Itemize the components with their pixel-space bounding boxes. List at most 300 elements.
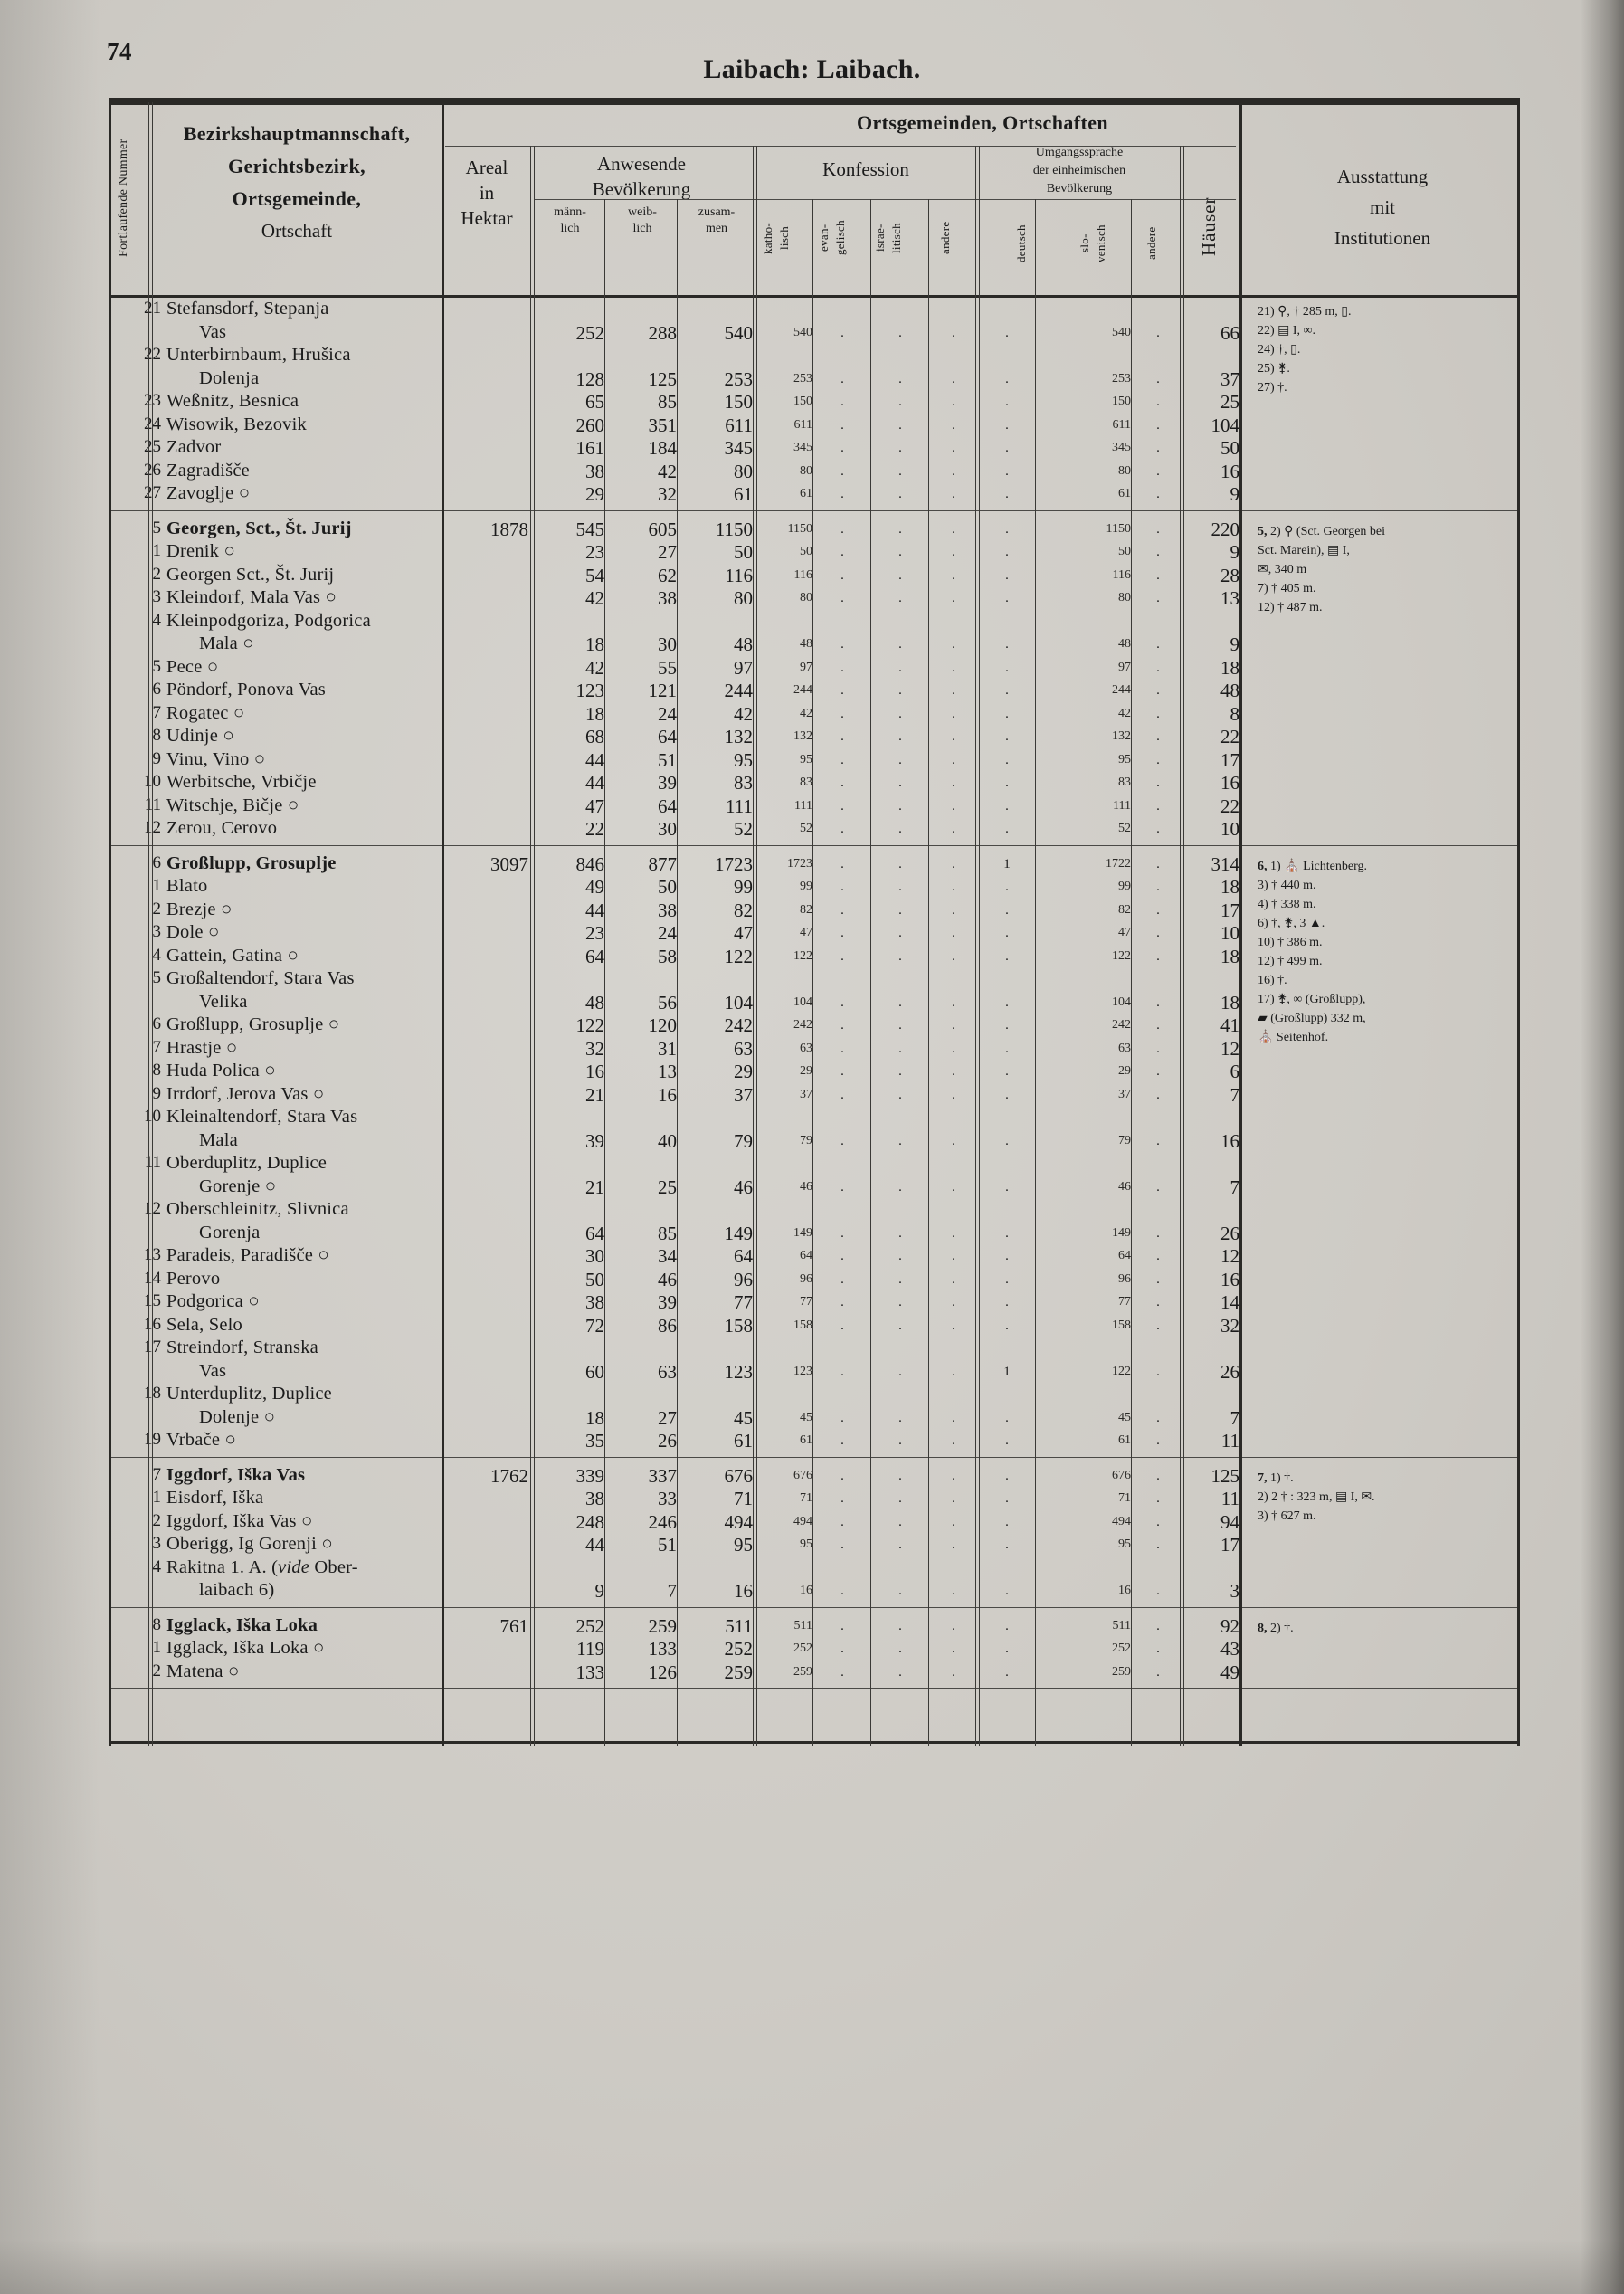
cell-and: . bbox=[952, 1087, 955, 1102]
cell-w: 40 bbox=[658, 1129, 677, 1152]
cell-slo: 122 bbox=[1112, 1364, 1131, 1378]
cell-haus: 50 bbox=[1220, 437, 1239, 459]
cell-kath: 676 bbox=[793, 1468, 812, 1482]
cell-sand: . bbox=[1156, 325, 1160, 340]
row-sequence-number: 1 bbox=[152, 1638, 161, 1657]
cell-deu: . bbox=[1005, 395, 1009, 409]
row-place-name: Rogatec ○ bbox=[166, 702, 245, 723]
cell-w: 24 bbox=[658, 702, 677, 725]
header-evangelisch-2: gelisch bbox=[833, 220, 847, 256]
cell-slo: 1150 bbox=[1106, 521, 1131, 536]
cell-kath: 253 bbox=[793, 371, 812, 386]
table-row bbox=[109, 1267, 1520, 1290]
row-place-name: Igglack, Iška Loka bbox=[166, 1614, 318, 1635]
cell-isr: . bbox=[898, 1087, 902, 1102]
row-place-name: Stefansdorf, Stepanja bbox=[166, 299, 329, 319]
cell-deu: . bbox=[1005, 776, 1009, 790]
cell-isr: . bbox=[898, 463, 902, 479]
row-sequence-number: 3 bbox=[152, 587, 161, 606]
table-row bbox=[109, 413, 1520, 436]
cell-slo: 149 bbox=[1112, 1225, 1131, 1240]
cell-z: 345 bbox=[724, 437, 753, 459]
cell-sand: . bbox=[1156, 902, 1160, 918]
cell-slo: 111 bbox=[1113, 798, 1131, 813]
cell-sand: . bbox=[1156, 1584, 1160, 1598]
cell-z: 611 bbox=[725, 414, 753, 436]
header-ortschaft: Ortschaft bbox=[261, 220, 333, 242]
cell-m: 42 bbox=[585, 587, 604, 609]
cell-kath: 122 bbox=[793, 948, 812, 963]
cell-haus: 18 bbox=[1220, 945, 1239, 967]
cell-kath: 116 bbox=[793, 567, 812, 582]
cell-w: 16 bbox=[658, 1083, 677, 1106]
cell-evan: . bbox=[840, 325, 844, 340]
cell-z: 47 bbox=[734, 922, 753, 944]
cell-and: . bbox=[952, 706, 955, 721]
cell-w: 877 bbox=[648, 852, 677, 875]
row-sequence-number: 3 bbox=[152, 922, 161, 941]
row-place-name: Werbitsche, Vrbičje bbox=[166, 772, 317, 792]
cell-deu: . bbox=[1005, 521, 1009, 537]
header-katholisch-1: katho- bbox=[761, 222, 774, 254]
cell-slo: 99 bbox=[1118, 880, 1131, 893]
cell-sand: . bbox=[1156, 1249, 1160, 1263]
header-maennlich-1: männ- bbox=[554, 205, 586, 219]
cell-z: 122 bbox=[724, 945, 753, 967]
cell-isr: . bbox=[898, 1410, 902, 1425]
block-separator-final bbox=[109, 1688, 1520, 1689]
header-slovenisch-2: venisch bbox=[1094, 224, 1107, 262]
row-sequence-number: 7 bbox=[152, 702, 161, 722]
cell-m: 72 bbox=[585, 1314, 604, 1337]
column-rule bbox=[812, 199, 813, 1746]
block-notes bbox=[1258, 1619, 1294, 1638]
cell-slo: 252 bbox=[1112, 1642, 1131, 1655]
cell-deu: . bbox=[1005, 487, 1009, 501]
column-rule bbox=[677, 199, 678, 1746]
cell-deu: 1 bbox=[1003, 1364, 1011, 1379]
cell-isr: . bbox=[898, 371, 902, 386]
cell-m: 22 bbox=[585, 818, 604, 840]
cell-z: 132 bbox=[724, 726, 753, 747]
cell-kath: 244 bbox=[793, 683, 812, 697]
cell-z: 52 bbox=[734, 818, 753, 840]
row-sequence-number: 5 bbox=[152, 968, 161, 987]
cell-m: 9 bbox=[594, 1580, 604, 1602]
cell-isr: . bbox=[898, 1642, 902, 1656]
cell-and: . bbox=[952, 1179, 955, 1195]
cell-haus: 43 bbox=[1220, 1638, 1239, 1660]
cell-kath: 47 bbox=[800, 926, 812, 939]
cell-evan: . bbox=[840, 1537, 844, 1552]
table-row bbox=[109, 1082, 1520, 1106]
cell-sand: . bbox=[1156, 706, 1160, 721]
cell-m: 32 bbox=[585, 1037, 604, 1060]
cell-haus: 16 bbox=[1220, 1268, 1239, 1290]
cell-haus: 17 bbox=[1220, 899, 1239, 921]
note-line: 5, 2) ⚲ (Sct. Georgen bei bbox=[1258, 524, 1386, 538]
cell-sand: . bbox=[1156, 1642, 1160, 1656]
cell-w: 51 bbox=[658, 748, 677, 771]
cell-sand: . bbox=[1156, 1295, 1160, 1309]
table-row bbox=[109, 678, 1520, 701]
cell-evan: . bbox=[840, 1249, 844, 1263]
header-konfession-andere: andere bbox=[938, 221, 952, 255]
cell-slo: 64 bbox=[1118, 1249, 1131, 1262]
cell-z: 37 bbox=[734, 1083, 753, 1106]
cell-slo: 494 bbox=[1112, 1514, 1131, 1528]
cell-deu: . bbox=[1005, 463, 1009, 479]
cell-isr: . bbox=[898, 417, 902, 433]
cell-w: 58 bbox=[658, 945, 677, 967]
cell-m: 35 bbox=[585, 1430, 604, 1452]
cell-and: . bbox=[952, 1271, 955, 1287]
cell-z: 242 bbox=[724, 1014, 753, 1036]
cell-and: . bbox=[952, 1064, 955, 1079]
column-rule bbox=[1517, 102, 1520, 1746]
cell-z: 80 bbox=[734, 587, 753, 609]
note-line: 17) ⚵, ∞ (Großlupp), bbox=[1258, 992, 1366, 1006]
cell-z: 61 bbox=[734, 1430, 753, 1452]
cell-kath: 37 bbox=[800, 1087, 812, 1101]
header-rule bbox=[445, 146, 1236, 147]
cell-haus: 11 bbox=[1220, 1488, 1239, 1509]
cell-sand: . bbox=[1156, 1468, 1160, 1483]
row-sequence-number: 2 bbox=[152, 1510, 161, 1530]
cell-z: 97 bbox=[734, 656, 753, 679]
cell-evan: . bbox=[840, 487, 844, 501]
row-place-name: Oberschleinitz, Slivnica bbox=[166, 1199, 349, 1219]
cell-evan: . bbox=[840, 995, 844, 1010]
cell-isr: . bbox=[898, 1618, 902, 1633]
cell-w: 26 bbox=[658, 1430, 677, 1452]
row-sequence-number: 6 bbox=[152, 1014, 161, 1033]
table-row bbox=[109, 701, 1520, 725]
row-sequence-number: 1 bbox=[152, 541, 161, 560]
cell-m: 44 bbox=[585, 748, 604, 771]
cell-isr: . bbox=[898, 683, 902, 698]
row-place-name-continued: Vas bbox=[199, 321, 227, 342]
note-line: 16) †. bbox=[1258, 973, 1287, 987]
row-sequence-number: 22 bbox=[144, 345, 161, 364]
cell-deu: . bbox=[1005, 1514, 1009, 1529]
cell-and: . bbox=[952, 1295, 955, 1309]
cell-isr: . bbox=[898, 1225, 902, 1241]
cell-deu: . bbox=[1005, 545, 1009, 559]
cell-m: 16 bbox=[585, 1061, 604, 1082]
cell-z: 46 bbox=[734, 1176, 753, 1198]
column-rule bbox=[109, 102, 111, 1746]
cell-slo: 47 bbox=[1118, 926, 1131, 939]
cell-w: 31 bbox=[658, 1037, 677, 1060]
column-rule bbox=[442, 102, 444, 1746]
cell-and: . bbox=[952, 1410, 955, 1425]
note-line: 8, 2) †. bbox=[1258, 1621, 1294, 1635]
cell-sand: . bbox=[1156, 1133, 1160, 1148]
column-rule bbox=[975, 146, 980, 1746]
cell-kath: 80 bbox=[800, 463, 812, 478]
note-line: Sct. Marein), ▤ I, bbox=[1258, 543, 1350, 557]
cell-slo: 71 bbox=[1118, 1491, 1131, 1505]
cell-evan: . bbox=[840, 926, 844, 940]
cell-and: . bbox=[952, 776, 955, 790]
cell-z: 116 bbox=[725, 564, 753, 586]
cell-isr: . bbox=[898, 660, 902, 675]
cell-kath: 83 bbox=[800, 776, 812, 789]
row-sequence-number: 26 bbox=[144, 460, 161, 480]
row-sequence-number: 8 bbox=[152, 726, 161, 745]
cell-evan: . bbox=[840, 591, 844, 605]
cell-isr: . bbox=[898, 995, 902, 1010]
cell-kath: 80 bbox=[800, 591, 812, 604]
cell-evan: . bbox=[840, 902, 844, 918]
cell-kath: 132 bbox=[793, 729, 812, 743]
cell-deu: . bbox=[1005, 1133, 1009, 1148]
row-sequence-number: 27 bbox=[144, 483, 161, 502]
note-line: 12) † 499 m. bbox=[1258, 954, 1323, 968]
cell-z: 63 bbox=[734, 1037, 753, 1060]
cell-slo: 122 bbox=[1112, 948, 1131, 963]
cell-z: 111 bbox=[726, 795, 753, 817]
cell-and: . bbox=[952, 995, 955, 1010]
column-rule bbox=[753, 146, 757, 1746]
cell-haus: 18 bbox=[1220, 656, 1239, 679]
cell-deu: . bbox=[1005, 371, 1009, 386]
row-place-name: Pöndorf, Ponova Vas bbox=[166, 680, 326, 700]
header-israelitisch-2: litisch bbox=[889, 223, 903, 253]
cell-slo: 79 bbox=[1118, 1133, 1131, 1147]
cell-z: 104 bbox=[724, 991, 753, 1014]
table-row bbox=[109, 1532, 1520, 1556]
cell-deu: . bbox=[1005, 417, 1009, 433]
cell-evan: . bbox=[840, 463, 844, 479]
cell-sand: . bbox=[1156, 1664, 1160, 1680]
cell-isr: . bbox=[898, 1064, 902, 1079]
cell-sand: . bbox=[1156, 1491, 1160, 1506]
cell-evan: . bbox=[840, 822, 844, 836]
cell-and: . bbox=[952, 395, 955, 409]
cell-and: . bbox=[952, 1364, 955, 1379]
cell-kath: 46 bbox=[800, 1179, 812, 1194]
note-line: 3) † 440 m. bbox=[1258, 878, 1316, 892]
cell-w: 38 bbox=[658, 587, 677, 609]
row-sequence-number: 1 bbox=[152, 1488, 161, 1507]
cell-and: . bbox=[952, 1018, 955, 1033]
header-umgangssprache-3: Bevölkerung bbox=[1046, 182, 1113, 195]
cell-sand: . bbox=[1156, 395, 1160, 409]
cell-w: 42 bbox=[658, 460, 677, 482]
cell-haus: 16 bbox=[1220, 1129, 1239, 1152]
page-number: 74 bbox=[107, 38, 132, 65]
row-sequence-number: 4 bbox=[152, 1556, 161, 1576]
row-sequence-number: 16 bbox=[144, 1314, 161, 1334]
cell-deu: . bbox=[1005, 798, 1009, 814]
cell-evan: . bbox=[840, 683, 844, 698]
row-sequence-number: 9 bbox=[152, 1083, 161, 1103]
block-separator bbox=[109, 1457, 1520, 1458]
cell-and: . bbox=[952, 1491, 955, 1506]
cell-slo: 63 bbox=[1118, 1041, 1131, 1055]
cell-haus: 8 bbox=[1230, 702, 1239, 725]
cell-kath: 29 bbox=[800, 1064, 812, 1078]
cell-sand: . bbox=[1156, 926, 1160, 940]
note-line: 21) ⚲, † 285 m, ▯. bbox=[1258, 305, 1352, 319]
row-place-name: Kleinpodgoriza, Podgorica bbox=[166, 610, 371, 631]
cell-slo: 96 bbox=[1118, 1271, 1131, 1286]
cell-w: 259 bbox=[648, 1614, 677, 1637]
cell-haus: 3 bbox=[1230, 1580, 1239, 1602]
cell-slo: 158 bbox=[1112, 1318, 1131, 1332]
header-umgangssprache-2: der einheimischen bbox=[1032, 164, 1126, 177]
row-place-name: Brezje ○ bbox=[166, 899, 233, 919]
table-row bbox=[109, 1290, 1520, 1313]
header-katholisch-2: lisch bbox=[777, 225, 791, 251]
cell-haus: 7 bbox=[1230, 1083, 1239, 1106]
cell-isr: . bbox=[898, 441, 902, 455]
row-place-name: Wisowik, Bezovik bbox=[166, 414, 307, 434]
cell-and: . bbox=[952, 545, 955, 559]
cell-deu: . bbox=[1005, 1087, 1009, 1102]
cell-m: 60 bbox=[585, 1360, 604, 1383]
cell-sand: . bbox=[1156, 545, 1160, 559]
cell-w: 246 bbox=[648, 1510, 677, 1533]
header-rule bbox=[109, 295, 1520, 298]
cell-evan: . bbox=[840, 1584, 844, 1598]
cell-evan: . bbox=[840, 798, 844, 814]
cell-m: 29 bbox=[585, 483, 604, 505]
cell-z: 42 bbox=[734, 702, 753, 725]
column-rule bbox=[1239, 102, 1242, 1746]
cell-w: 55 bbox=[658, 656, 677, 679]
cell-w: 125 bbox=[648, 367, 677, 390]
cell-and: . bbox=[952, 567, 955, 583]
row-sequence-number: 12 bbox=[144, 1199, 161, 1218]
cell-w: 24 bbox=[658, 922, 677, 944]
cell-haus: 32 bbox=[1220, 1314, 1239, 1337]
cell-evan: . bbox=[840, 1664, 844, 1680]
cell-deu: . bbox=[1005, 1537, 1009, 1552]
cell-isr: . bbox=[898, 395, 902, 409]
cell-deu: . bbox=[1005, 1318, 1009, 1333]
row-place-name: Iggdorf, Iška Vas bbox=[166, 1464, 306, 1485]
table-row bbox=[109, 1660, 1520, 1683]
note-line: 7) † 405 m. bbox=[1258, 581, 1316, 595]
row-place-name: Huda Polica ○ bbox=[166, 1061, 276, 1080]
cell-kath: 48 bbox=[800, 637, 812, 651]
cell-w: 120 bbox=[648, 1014, 677, 1036]
cell-w: 39 bbox=[658, 1291, 677, 1313]
cell-deu: . bbox=[1005, 1410, 1009, 1425]
cell-deu: . bbox=[1005, 880, 1009, 894]
cell-m: 47 bbox=[585, 795, 604, 817]
column-rule bbox=[148, 102, 153, 1746]
cell-deu: . bbox=[1005, 1618, 1009, 1633]
cell-z: 244 bbox=[724, 680, 753, 701]
cell-evan: . bbox=[840, 1642, 844, 1656]
cell-evan: . bbox=[840, 441, 844, 455]
cell-m: 49 bbox=[585, 876, 604, 898]
block-notes bbox=[1258, 857, 1367, 1047]
row-place-name: Udinje ○ bbox=[166, 726, 234, 746]
cell-deu: . bbox=[1005, 683, 1009, 698]
header-gerichtsbezirk: Gerichtsbezirk, bbox=[227, 155, 366, 177]
cell-z: 253 bbox=[724, 367, 753, 390]
cell-evan: . bbox=[840, 752, 844, 767]
cell-sand: . bbox=[1156, 752, 1160, 767]
cell-sand: . bbox=[1156, 1225, 1160, 1241]
header-konfession: Konfession bbox=[822, 158, 909, 180]
row-place-name: Großlupp, Grosuplje ○ bbox=[166, 1014, 340, 1034]
row-sequence-number: 3 bbox=[152, 1534, 161, 1553]
cell-deu: . bbox=[1005, 660, 1009, 675]
row-sequence-number: 2 bbox=[152, 1661, 161, 1680]
cell-m: 50 bbox=[585, 1268, 604, 1290]
cell-w: 86 bbox=[658, 1314, 677, 1337]
row-place-name-continued: Gorenja bbox=[199, 1222, 261, 1242]
cell-deu: . bbox=[1005, 752, 1009, 767]
block-separator bbox=[109, 510, 1520, 511]
header-areal-1: Areal bbox=[465, 157, 508, 178]
cell-areal: 3097 bbox=[490, 852, 528, 875]
cell-sand: . bbox=[1156, 822, 1160, 836]
cell-slo: 1722 bbox=[1106, 856, 1131, 871]
cell-sand: . bbox=[1156, 880, 1160, 894]
row-sequence-number: 11 bbox=[144, 795, 161, 814]
cell-w: 85 bbox=[658, 391, 677, 413]
cell-haus: 22 bbox=[1220, 795, 1239, 817]
header-weiblich-2: lich bbox=[632, 222, 652, 235]
cell-w: 30 bbox=[658, 633, 677, 655]
cell-evan: . bbox=[840, 1225, 844, 1241]
cell-deu: . bbox=[1005, 948, 1009, 964]
cell-sand: . bbox=[1156, 1041, 1160, 1056]
note-line: 6, 1) ⛪ Lichtenberg. bbox=[1258, 859, 1367, 873]
cell-deu: . bbox=[1005, 591, 1009, 605]
header-ausstattung-1: Ausstattung bbox=[1336, 166, 1429, 187]
row-place-name: Großaltendorf, Stara Vas bbox=[166, 968, 355, 988]
cell-and: . bbox=[952, 1618, 955, 1633]
cell-deu: . bbox=[1005, 325, 1009, 340]
cell-m: 65 bbox=[585, 391, 604, 413]
cell-kath: 45 bbox=[800, 1410, 812, 1424]
table-row bbox=[109, 770, 1520, 794]
cell-evan: . bbox=[840, 1133, 844, 1148]
cell-m: 248 bbox=[575, 1510, 604, 1533]
cell-evan: . bbox=[840, 1618, 844, 1633]
note-line: 3) † 627 m. bbox=[1258, 1509, 1316, 1523]
row-place-name: Sela, Selo bbox=[166, 1314, 242, 1335]
cell-slo: 104 bbox=[1112, 995, 1131, 1009]
cell-m: 122 bbox=[575, 1014, 604, 1036]
cell-haus: 92 bbox=[1220, 1614, 1239, 1637]
cell-w: 51 bbox=[658, 1534, 677, 1556]
cell-kath: 77 bbox=[800, 1295, 812, 1309]
cell-haus: 7 bbox=[1230, 1176, 1239, 1198]
cell-z: 252 bbox=[724, 1638, 753, 1660]
row-sequence-number: 5 bbox=[152, 518, 161, 538]
cell-m: 123 bbox=[575, 680, 604, 701]
cell-kath: 61 bbox=[800, 1433, 812, 1447]
table-row bbox=[109, 1428, 1520, 1452]
note-line: ⛪ Seitenhof. bbox=[1258, 1030, 1329, 1044]
cell-slo: 611 bbox=[1112, 417, 1131, 432]
cell-and: . bbox=[952, 417, 955, 433]
cell-w: 64 bbox=[658, 726, 677, 747]
cell-deu: . bbox=[1005, 1491, 1009, 1506]
table-row bbox=[109, 1313, 1520, 1337]
header-anwesende-2: Bevölkerung bbox=[592, 178, 691, 200]
row-sequence-number: 23 bbox=[144, 391, 161, 410]
